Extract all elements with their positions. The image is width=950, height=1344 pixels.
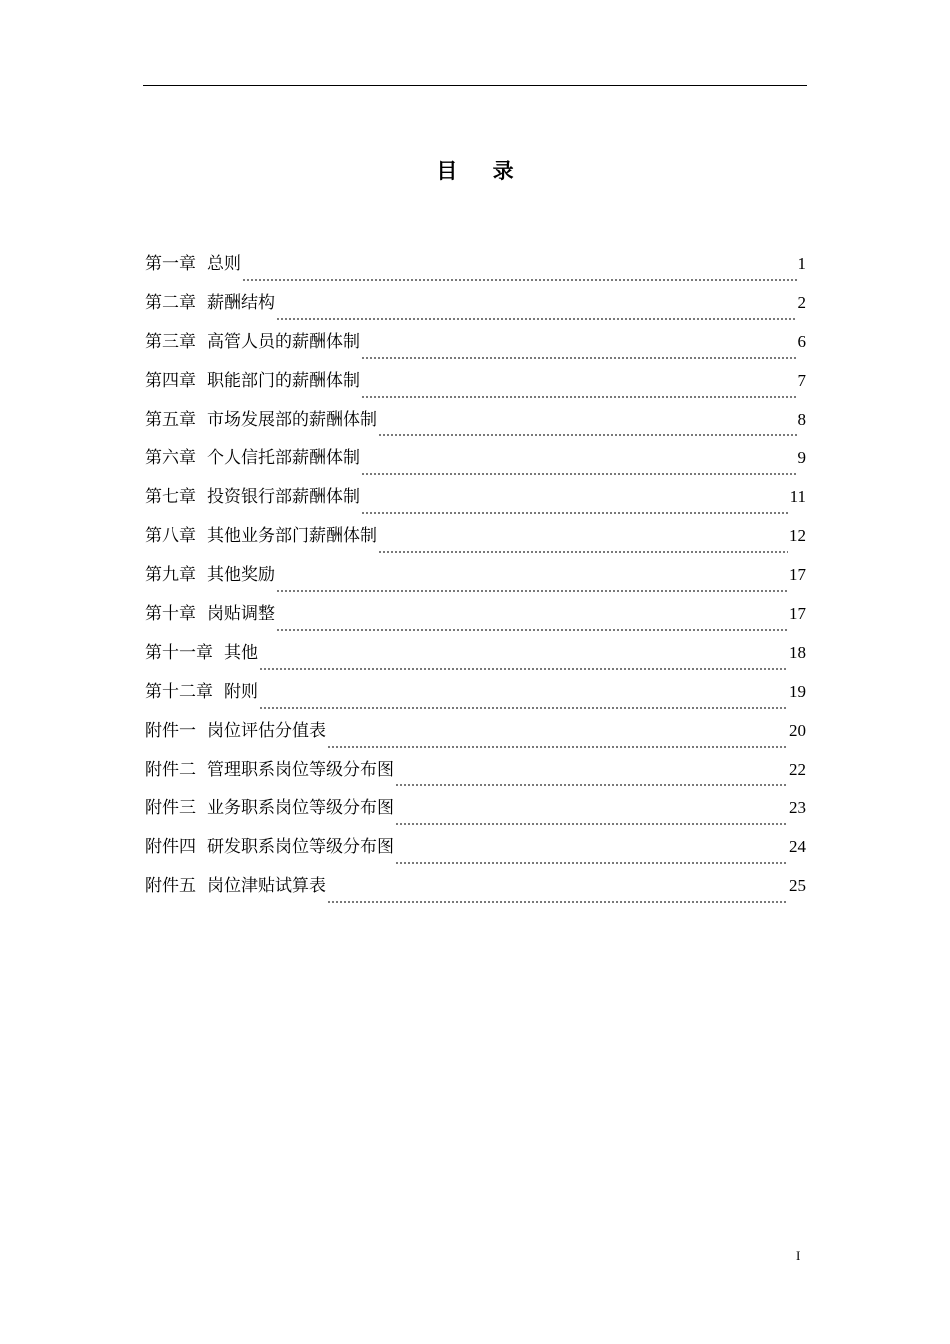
toc-heading: 其他 <box>224 642 258 663</box>
toc-leader-dots <box>361 379 797 399</box>
toc-chapter: 第四章 <box>145 370 196 391</box>
toc-page-number: 2 <box>797 292 806 312</box>
toc-page-number: 19 <box>789 681 806 701</box>
toc-page-number: 24 <box>789 837 806 857</box>
toc-entry[interactable] <box>145 716 806 755</box>
toc-entry[interactable] <box>145 482 806 521</box>
toc-chapter: 第十二章 <box>145 681 213 702</box>
toc-heading: 管理职系岗位等级分布图 <box>207 759 394 780</box>
toc-chapter: 第一章 <box>145 254 196 274</box>
toc-heading: 岗位津贴试算表 <box>207 876 326 897</box>
toc-page-number: 17 <box>789 604 806 624</box>
toc-leader-dots <box>378 534 788 554</box>
toc-chapter: 附件三 <box>145 798 196 819</box>
toc-leader-dots <box>361 340 797 360</box>
toc-heading: 岗位评估分值表 <box>207 720 326 741</box>
toc-chapter: 附件一 <box>145 720 196 741</box>
toc-leader-dots <box>327 729 788 749</box>
toc-heading: 研发职系岗位等级分布图 <box>207 837 394 858</box>
toc-chapter: 第六章 <box>145 448 196 469</box>
toc-page-number: 18 <box>789 642 806 662</box>
toc-heading: 总则 <box>207 254 241 274</box>
toc-page-number: 6 <box>797 331 806 351</box>
toc-entry[interactable] <box>145 443 806 482</box>
toc-chapter: 附件二 <box>145 759 196 780</box>
toc-leader-dots <box>378 417 797 437</box>
toc-chapter: 附件五 <box>145 876 196 897</box>
toc-chapter: 第九章 <box>145 565 196 586</box>
toc-page-number: 22 <box>789 759 806 779</box>
toc-entry[interactable] <box>145 832 806 871</box>
toc-entry[interactable] <box>145 871 806 910</box>
toc-page-number: 7 <box>797 370 806 390</box>
toc-entry[interactable] <box>145 560 806 599</box>
toc-heading: 高管人员的薪酬体制 <box>207 331 360 352</box>
toc-leader-dots <box>361 456 797 476</box>
toc-heading: 业务职系岗位等级分布图 <box>207 798 394 819</box>
toc-page-number: 25 <box>789 876 806 896</box>
toc-chapter: 第二章 <box>145 292 196 313</box>
header-rule <box>143 85 807 86</box>
toc-chapter: 附件四 <box>145 837 196 858</box>
toc-leader-dots <box>276 301 797 321</box>
toc-heading: 投资银行部薪酬体制 <box>207 487 360 508</box>
toc-entry[interactable] <box>145 677 806 716</box>
toc-heading: 职能部门的薪酬体制 <box>207 370 360 391</box>
toc-heading: 个人信托部薪酬体制 <box>207 448 360 469</box>
toc-leader-dots <box>395 806 788 826</box>
toc-page-number: 23 <box>789 798 806 818</box>
toc-heading: 市场发展部的薪酬体制 <box>207 409 377 430</box>
toc-leader-dots <box>361 495 789 515</box>
toc-entry[interactable] <box>145 599 806 638</box>
toc-leader-dots <box>395 767 788 787</box>
toc-leader-dots <box>242 262 797 282</box>
toc-page-number: 8 <box>797 409 806 429</box>
toc-heading: 其他奖励 <box>207 565 275 586</box>
toc-entry[interactable] <box>145 366 806 405</box>
toc-entry[interactable] <box>145 521 806 560</box>
toc-page-number: 11 <box>789 487 806 507</box>
toc-leader-dots <box>327 884 788 904</box>
toc-heading: 其他业务部门薪酬体制 <box>207 526 377 547</box>
toc-list <box>145 249 806 910</box>
toc-entry[interactable] <box>145 249 806 288</box>
toc-leader-dots <box>276 573 788 593</box>
toc-chapter: 第十章 <box>145 604 196 625</box>
toc-title: 目 录 <box>436 158 528 183</box>
toc-entry[interactable] <box>145 755 806 794</box>
toc-heading: 薪酬结构 <box>207 292 275 313</box>
toc-page-number: 20 <box>789 720 806 740</box>
toc-page-number: 9 <box>797 448 806 468</box>
toc-chapter: 第三章 <box>145 331 196 352</box>
toc-page-number: 1 <box>797 254 806 273</box>
toc-leader-dots <box>276 612 788 632</box>
toc-page-number: 12 <box>789 526 806 546</box>
toc-entry[interactable] <box>145 288 806 327</box>
toc-entry[interactable] <box>145 793 806 832</box>
toc-page-number: 17 <box>789 565 806 585</box>
toc-chapter: 第八章 <box>145 526 196 547</box>
footer-page-number: I <box>796 1248 801 1263</box>
toc-chapter: 第七章 <box>145 487 196 508</box>
toc-heading: 岗贴调整 <box>207 604 275 625</box>
toc-heading: 附则 <box>224 681 258 702</box>
toc-entry[interactable] <box>145 327 806 366</box>
toc-leader-dots <box>259 651 788 671</box>
toc-leader-dots <box>259 690 788 710</box>
toc-entry[interactable] <box>145 405 806 444</box>
toc-entry[interactable] <box>145 638 806 677</box>
toc-chapter: 第五章 <box>145 409 196 430</box>
toc-chapter: 第十一章 <box>145 642 213 663</box>
toc-leader-dots <box>395 845 788 865</box>
